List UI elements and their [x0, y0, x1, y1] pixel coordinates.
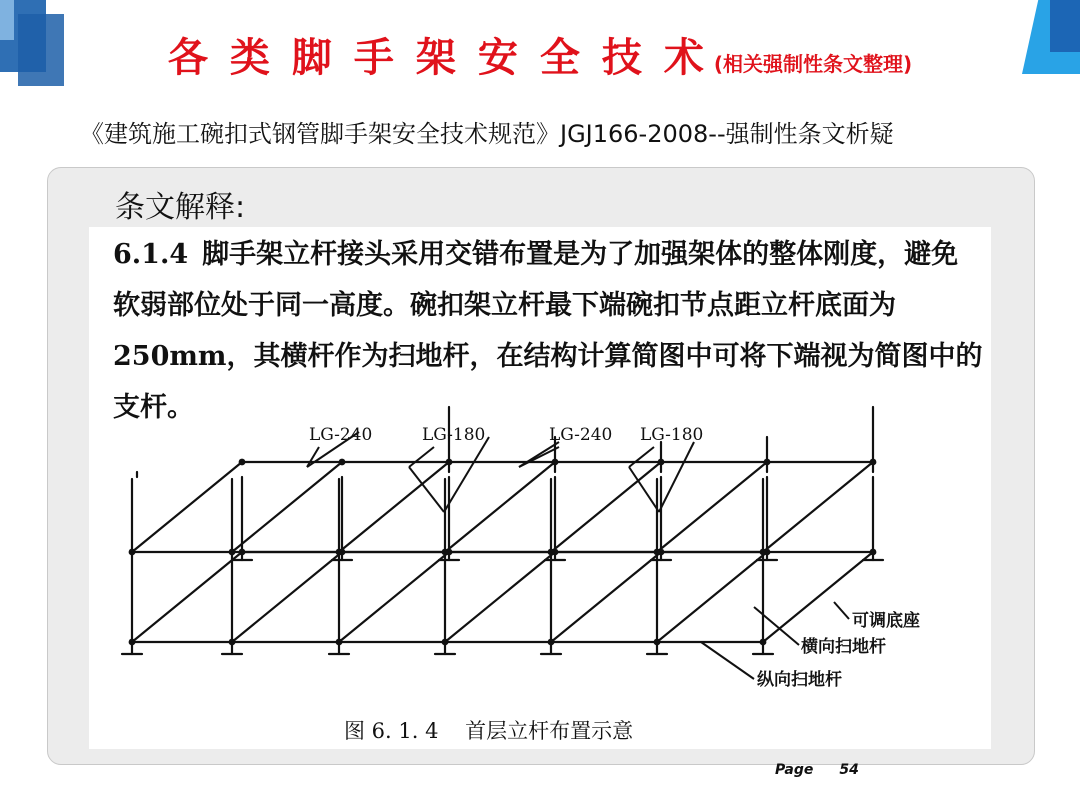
page-label: Page — [775, 762, 814, 778]
joint-node — [229, 639, 236, 646]
caption-number: 图 6. 1. 4 — [344, 719, 439, 743]
leader-line — [409, 447, 434, 467]
joint-node — [658, 459, 665, 466]
joint-node — [229, 549, 236, 556]
leader-line — [754, 607, 799, 645]
leader-line — [701, 642, 754, 679]
leader-line — [659, 442, 694, 512]
label-lg240-a: LG-240 — [309, 425, 373, 445]
joint-node — [760, 639, 767, 646]
joint-node — [336, 639, 343, 646]
standard-subtitle: 《建筑施工碗扣式钢管脚手架安全技术规范》JGJ166-2008--强制性条文析疑 — [80, 120, 894, 148]
label-longitudinal-sweep-rod: 纵向扫地杆 — [757, 670, 842, 690]
page-title — [0, 26, 1080, 83]
joint-node — [870, 549, 877, 556]
transverse-upper-rod — [657, 462, 767, 552]
joint-node — [548, 549, 555, 556]
label-lg240-b: LG-240 — [549, 425, 613, 445]
transverse-upper-rod — [763, 462, 873, 552]
caption-text: 首层立杆布置示意 — [465, 719, 634, 743]
joint-node — [552, 459, 559, 466]
joint-node — [764, 459, 771, 466]
joint-node — [129, 549, 136, 556]
page-number: 54 — [839, 762, 859, 778]
transverse-sweep-rod — [551, 552, 661, 642]
leader-line — [834, 602, 849, 619]
joint-node — [442, 639, 449, 646]
scanned-clause-image — [89, 227, 991, 749]
label-lg180-a: LG-180 — [422, 425, 486, 445]
joint-node — [339, 459, 346, 466]
transverse-sweep-rod — [445, 552, 555, 642]
page-footer — [775, 762, 859, 778]
transverse-sweep-rod — [657, 552, 767, 642]
joint-node — [336, 549, 343, 556]
clause-number: 6.1.4 — [113, 239, 189, 270]
label-lg180-b: LG-180 — [640, 425, 704, 445]
leader-line — [629, 447, 654, 467]
joint-node — [239, 549, 246, 556]
joint-node — [548, 639, 555, 646]
leader-line — [629, 467, 659, 512]
title-note: (相关强制性条文整理) — [713, 52, 913, 76]
figure-caption — [344, 715, 633, 745]
transverse-sweep-rod — [339, 552, 449, 642]
transverse-sweep-rod — [132, 552, 242, 642]
leader-line — [444, 437, 489, 512]
transverse-upper-rod — [551, 462, 661, 552]
label-transverse-sweep-rod: 横向扫地杆 — [801, 637, 886, 657]
transverse-upper-rod — [445, 462, 555, 552]
transverse-upper-rod — [132, 462, 242, 552]
joint-node — [870, 459, 877, 466]
panel-label: 条文解释: — [115, 190, 246, 225]
joint-node — [129, 639, 136, 646]
joint-node — [760, 549, 767, 556]
joint-node — [654, 639, 661, 646]
joint-node — [442, 549, 449, 556]
scaffold-diagram — [89, 227, 991, 749]
transverse-sweep-rod — [232, 552, 342, 642]
joint-node — [446, 459, 453, 466]
joint-node — [239, 459, 246, 466]
transverse-upper-rod — [339, 462, 449, 552]
label-adjustable-base: 可调底座 — [852, 611, 920, 631]
joint-node — [654, 549, 661, 556]
clause-text: 脚手架立杆接头采用交错布置是为了加强架体的整体刚度，避免软弱部位处于同一高度。碗扣架立杆最下端碗扣节点距立杆底面为 250mm，其横杆作为扫地杆，在结构计算简图中可将下端视为简图中的支杆。 — [113, 239, 983, 423]
transverse-upper-rod — [232, 462, 342, 552]
title-main: 各类脚手架安全技术 — [167, 35, 726, 81]
